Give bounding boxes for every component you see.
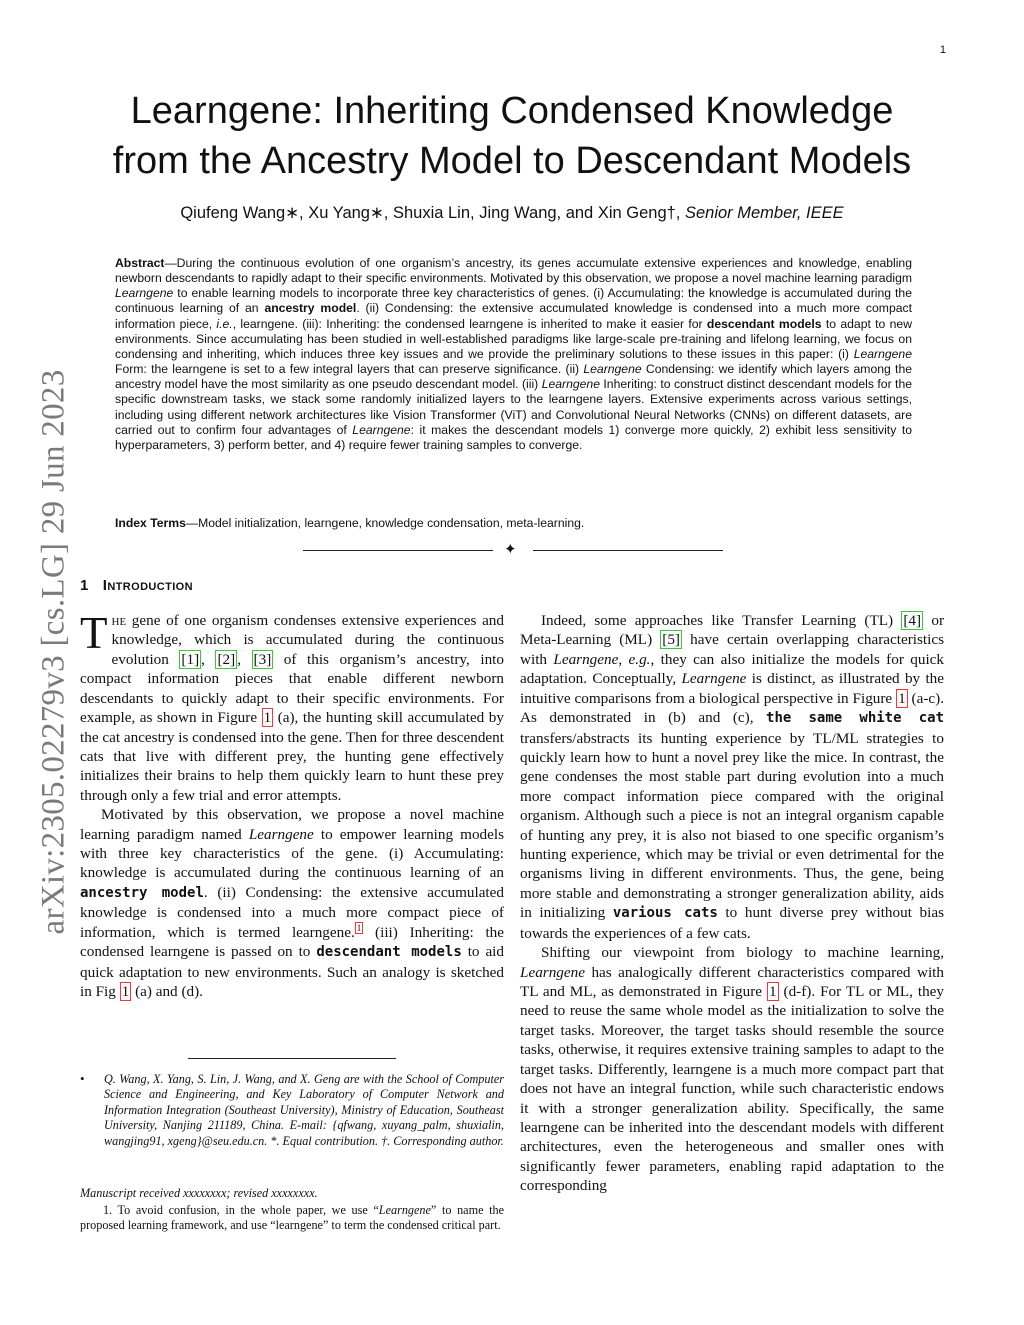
text: (a) and (d).: [131, 983, 203, 1001]
abstract-text-8: Inheriting: to construct distinct descendant models for the specific downstream tasks, we stack some randomly initialized layers to the learngene layers. Extensive experiments across various settings, including using different network architectures like Vision Transformer (ViT) and Convolutional Neural Networks (CNNs) on different datasets, are carried out to confirm four advantages of: [115, 377, 912, 437]
learngene-term: Learngene: [378, 1203, 431, 1217]
text: Motivated by this observation, we propose a novel machine learning paradigm named: [80, 806, 504, 843]
text: have certain overlapping characteristics with: [520, 631, 944, 668]
affiliation-text: Q. Wang, X. Yang, S. Lin, J. Wang, and X. Geng are with the School of Computer Science and Engineering, and Key Laboratory of Computer Network and Information Integration (Southeast University), Ministry of Education, Southeast University, Nanjing 211189, China. E-mail: {qfwang, xuyang_palm, shuxialin, wangjing91, xgeng}@seu.edu.cn. *. Equal contribution. †. Corresponding author.: [104, 1072, 504, 1148]
text: to hunt diverse prey without bias towards the experiences of a few cats.: [520, 904, 944, 942]
learngene-term: Learngene: [520, 963, 585, 981]
abstract-learngene-term: Learngene: [115, 286, 174, 301]
ancestry-model-term: ancestry model: [80, 884, 204, 901]
text: transfers/abstracts its hunting experience by TL/ML strategies to quickly learn how to hunt a novel prey like the mice. In contrast, the gene condenses the most stable part during evolution into a much more compact information piece compared with the original organism. Although such a piece is not an integral organism capable of hunting any prey, it is also not biased to one specific organism’s hunting experience, which may be trivial or even detrimental for the organisms living in different environments. Thus, the gene, being more stable and demonstrating a stronger generalization ability, aids in initializing: [520, 729, 944, 922]
text: To avoid confusion, in the whole paper, we use “: [112, 1203, 379, 1217]
text: ,: [618, 650, 629, 668]
figure-link-1[interactable]: 1: [121, 983, 130, 1001]
text: of this organism’s ancestry, into compact information pieces that enable different newborn descendants to quickly adapt to their specific environments. For example, as shown in Figure: [80, 650, 504, 727]
drop-cap: T: [80, 608, 108, 658]
text: to aid quick adaptation to new environments. Such an analogy is sketched in Fig: [80, 943, 504, 1001]
citation-link-5[interactable]: [5]: [662, 631, 680, 649]
divider-diamond-icon: ✦: [504, 541, 517, 558]
abstract-learngene-term: Learngene: [541, 377, 600, 392]
abstract-ie: i.e.: [216, 316, 233, 331]
bullet-icon: •: [80, 1071, 85, 1086]
author-list: [60, 203, 964, 223]
manuscript-note: Manuscript received xxxxxxxx; revised xxxxxxxx.: [80, 1186, 318, 1200]
section-divider: [303, 542, 723, 560]
author-names: Qiufeng Wang∗, Xu Yang∗, Shuxia Lin, Jing Wang, and Xin Geng†,: [180, 204, 681, 222]
text: . (ii) Condensing: the extensive accumulated knowledge is condensed into a much more compact piece of information, which is termed learngene.: [80, 883, 504, 941]
arxiv-identifier-stamp: arXiv:2305.02279v3 [cs.LG] 29 Jun 2023: [35, 369, 72, 935]
abstract-text-1: —During the continuous evolution of one organism’s ancestry, its genes accumulate extensive experiences and knowledge, enabling newborn descendants to rapidly adapt to their specific environments. Motivated by this observation, we propose a novel machine learning paradigm: [115, 256, 912, 286]
index-terms-text: —Model initialization, learngene, knowledge condensation, meta-learning.: [185, 516, 585, 530]
abstract: [115, 256, 912, 453]
left-column: [80, 608, 505, 1001]
abstract-learngene-term: Learngene: [853, 346, 912, 361]
section-heading-introduction: [80, 577, 193, 594]
various-cats-term: various cats: [612, 905, 718, 922]
citation-link-3[interactable]: [3]: [253, 650, 272, 668]
figure-link-1[interactable]: 1: [768, 983, 777, 1001]
divider-line-left: [303, 550, 493, 551]
citation-link-2[interactable]: [2]: [217, 650, 236, 668]
citation-link-1[interactable]: [1]: [181, 650, 200, 668]
paper-title: [60, 86, 964, 186]
index-terms-label: Index Terms: [115, 516, 186, 530]
footnote-rule: [188, 1058, 396, 1059]
abstract-text-9: : it makes the descendant models 1) converge more quickly, 2) exhibit less sensitivity to hyperparameters, 3) perform better, and 4) require fewer training samples to converge.: [115, 422, 912, 452]
learngene-term: Learngene: [681, 670, 747, 688]
text: Indeed, some approaches like Transfer Learning (TL): [541, 612, 902, 629]
title-line-1: Learngene: Inheriting Condensed Knowledge: [130, 90, 894, 132]
abstract-ancestry-model: ancestry model: [264, 301, 357, 316]
text: gene of one organism condenses extensive experiences and knowledge, which is accumulated during the continuous evolution: [111, 612, 504, 668]
text: (a), the hunting skill accumulated by the cat ancestry is condensed into the gene. Then for three descendent cats that live with different prey, the hunting gene effectively initializes their brains to help them quickly learn to hunt these prey through only a few trial and error attempts.: [80, 709, 504, 804]
abstract-text-2: to enable learning models to incorporate three key characteristics of genes. (i) Accumulating: the knowledge is accumulated during the continuous learning of an: [115, 286, 912, 316]
paragraph-intro-4: [520, 943, 944, 1195]
page-number: 1: [939, 44, 946, 56]
text: ,: [237, 650, 252, 668]
text: (iii) Inheriting: the condensed learngene is passed on to: [80, 923, 505, 961]
paragraph-intro-3: [520, 611, 944, 943]
footnote-link-1[interactable]: 1: [356, 922, 362, 933]
abstract-text-5: to adapt to new environments. Since accumulating has been studied in well-established paradigms like large-scale pre-training and lifelong learning, we focus on condensing and inheriting, which induces three key issues and we provide the preliminary solutions to these issues in this paper: (i): [115, 316, 912, 361]
footnote-number: 1.: [103, 1203, 113, 1217]
figure-link-1[interactable]: 1: [898, 689, 906, 707]
citation-link-4[interactable]: [4]: [903, 612, 922, 629]
title-line-2: from the Ancestry Model to Descendant Models: [112, 140, 912, 182]
abstract-text-3: . (ii) Condensing: the extensive accumulated knowledge is condensed into a much more compact information piece,: [115, 301, 912, 331]
descendant-models-term: descendant models: [316, 944, 462, 961]
text: has analogically different characteristics compared with TL and ML, as demonstrated in Figure: [520, 963, 944, 1001]
text: (d-f). For TL or ML, they need to reuse the same whole model as the initialization to solve the target tasks. Moreover, the target tasks should resemble the source tasks, otherwise, it requires extensive training samples to adapt to the target tasks. Differently, learngene is a much more compact part that does not have an integral function, while such characteristic endows it with a stronger generalization ability. Specifically, the same learngene can be inherited into the descendant models with different architectures, even the heterogeneous and smaller ones with significantly fewer parameters, enabling rapid adaptation to the corresponding: [520, 983, 945, 1195]
text: ,: [201, 650, 216, 668]
lead-in: he: [111, 612, 127, 629]
figure-link-1[interactable]: 1: [263, 709, 272, 727]
divider-line-right: [533, 550, 723, 551]
index-terms: [115, 516, 912, 530]
abstract-learngene-term: Learngene: [352, 422, 411, 437]
paragraph-intro-2: [80, 805, 504, 1001]
section-number: 1: [80, 577, 89, 594]
abstract-text-4: , learngene. (iii): Inheriting: the condensed learngene is inherited to make it easier for: [232, 316, 707, 331]
learngene-term: Learngene: [248, 825, 314, 843]
eg-abbrev: e.g.: [628, 650, 651, 668]
abstract-descendant-models: descendant models: [706, 316, 822, 331]
text: Shifting our viewpoint from biology to machine learning,: [541, 944, 944, 962]
paragraph-intro-1: [80, 608, 504, 805]
footnote-1: [80, 1203, 504, 1234]
learngene-term: Learngene: [553, 650, 619, 668]
text: to empower learning models with three key characteristics of the gene. (i) Accumulating: knowledge is accumulated during the continuous learning of an: [80, 825, 505, 882]
section-title: Introduction: [102, 577, 193, 594]
affiliation-footnote: [80, 1072, 504, 1149]
abstract-label: Abstract: [115, 256, 165, 270]
right-column: [520, 611, 944, 1196]
text: , they can also initialize the models for quick adaptation. Conceptually,: [520, 650, 945, 688]
same-white-cat-term: the same white cat: [766, 710, 944, 727]
author-role: Senior Member, IEEE: [684, 204, 844, 222]
abstract-text-6: Form: the learngene is set to a few integral layers that can preserve significance. (ii): [115, 362, 584, 377]
abstract-learngene-term: Learngene: [583, 362, 642, 377]
text: is distinct, as illustrated by the intuitive comparisons from a biological perspective in Figure: [520, 670, 944, 707]
abstract-text-7: Condensing: we identify which layers among the ancestry model have the most similarity as one pseudo descendant model. (iii): [115, 362, 912, 392]
text: ” to name the proposed learning framework, and use “learngene” to term the condensed critical part.: [80, 1203, 504, 1233]
text: or Meta-Learning (ML): [520, 612, 944, 649]
text: (a-c). As demonstrated in (b) and (c),: [520, 689, 944, 727]
